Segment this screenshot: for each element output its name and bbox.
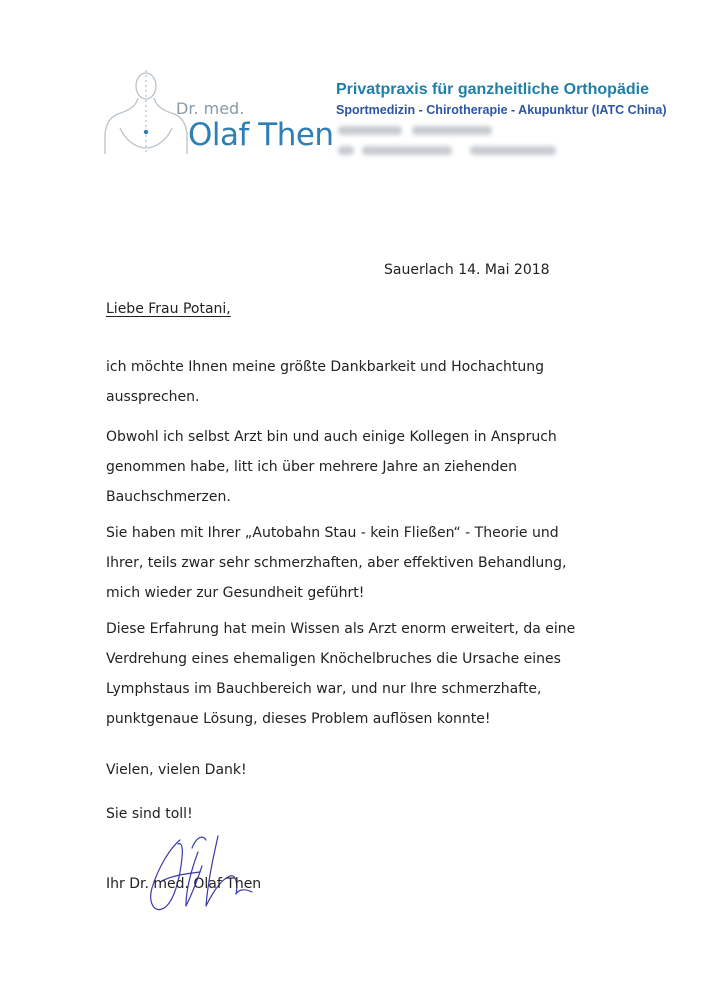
letter-closing: Ihr Dr. med. Olaf Then — [106, 876, 262, 892]
redacted-contact-line — [338, 146, 354, 155]
redacted-contact-line — [470, 146, 556, 155]
paragraph-line: ich möchte Ihnen meine größte Dankbarkeit und Hochachtung — [106, 359, 545, 375]
paragraph-line: Ihrer, teils zwar sehr schmerzhaften, aber effektiven Behandlung, — [106, 555, 567, 571]
handwritten-signature — [140, 818, 270, 918]
paragraph-line: Bauchschmerzen. — [106, 489, 231, 505]
paragraph-line: Lymphstaus im Bauchbereich war, und nur Ihre schmerzhafte, — [106, 681, 542, 697]
redacted-address-line — [412, 126, 492, 135]
letter-date: Sauerlach 14. Mai 2018 — [384, 262, 550, 278]
redacted-contact-line — [362, 146, 452, 155]
logo-prefix-text: Dr. med. — [176, 99, 245, 118]
paragraph-line: genommen habe, litt ich über mehrere Jahre an ziehenden — [106, 459, 517, 475]
paragraph-line: punktgenaue Lösung, dieses Problem auflösen konnte! — [106, 711, 491, 727]
logo-name-text: Olaf Then — [188, 117, 334, 153]
paragraph-line: Obwohl ich selbst Arzt bin und auch einige Kollegen in Anspruch — [106, 429, 557, 445]
paragraph-line: aussprechen. — [106, 389, 200, 405]
paragraph-2 — [106, 422, 557, 512]
letter-greeting: Liebe Frau Potani, — [106, 301, 231, 317]
paragraph-4 — [106, 614, 575, 734]
practice-title: Privatpraxis für ganzheitliche Orthopädie — [336, 81, 649, 98]
paragraph-line: Verdrehung eines ehemaligen Knöchelbruches die Ursache eines — [106, 651, 561, 667]
paragraph-3 — [106, 518, 566, 608]
practice-subtitle: Sportmedizin - Chirotherapie - Akupunktur (IATC China) — [336, 103, 667, 117]
paragraph-line: mich wieder zur Gesundheit geführt! — [106, 585, 365, 601]
paragraph-line: Diese Erfahrung hat mein Wissen als Arzt enorm erweitert, da eine — [106, 621, 576, 637]
redacted-address-line — [338, 126, 402, 135]
paragraph-line: Sie haben mit Ihrer „Autobahn Stau - kein Fließen“ - Theorie und — [106, 525, 559, 541]
paragraph-1 — [106, 352, 544, 412]
letter-compliment: Sie sind toll! — [106, 806, 193, 822]
letter-thanks: Vielen, vielen Dank! — [106, 762, 247, 778]
